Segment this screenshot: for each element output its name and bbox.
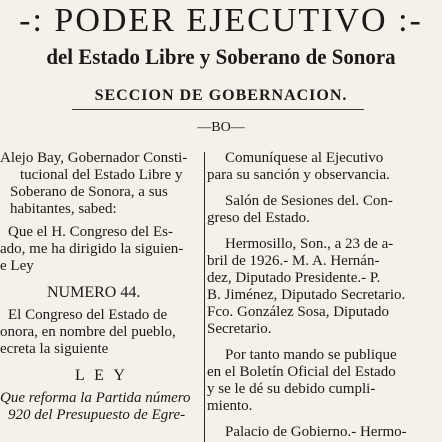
text-line: B. Jiménez, Diputado Secretario. [207,287,406,303]
bulletin-marker: —BO— [197,120,245,135]
text-line: greso del Estado. [207,210,310,226]
text-line: tucional del Estado Libre y [20,167,183,183]
text-line: para su sanción y observancia. [207,167,390,183]
text-line: El Congreso del Estado de [8,307,168,323]
text-line: Soberano de Sonora, a sus [10,184,168,200]
text-line: ecreta la siguiente [0,341,109,357]
text-line: habitantes, sabed: [10,201,117,217]
text-line: bril de 1926.- M. A. Hernán- [207,253,380,269]
text-line: en el Boletín Oficial del Estado [207,364,396,380]
page-subtitle: del Estado Libre y Soberano de Sonora [46,44,396,69]
text-line: y se le dé su debido cumpli- [207,381,376,397]
column-divider [204,152,205,442]
section-heading: SECCION DE GOBERNACION. [94,87,348,104]
right-column [207,150,419,441]
text-line: miento. [207,398,253,414]
text-line: Que reforma la Partida número [0,390,191,406]
section-divider [72,109,364,110]
text-line: Por tanto mando se publique [225,347,397,363]
text-line: dez, Diputado Presidente.- P. [207,270,381,286]
text-line: Salón de Sesiones del. Con- [225,193,393,209]
text-line: Alejo Bay, Gobernador Consti- [0,150,188,166]
text-line: onora, en nombre del pueblo, [0,324,176,340]
law-number: NUMERO 44. [47,284,141,301]
text-line: Secretario. [207,321,272,337]
text-line: Comuníquese al Ejecutivo [225,150,384,166]
text-line: Fco. González Sosa, Diputado [207,304,390,320]
text-line: Hermosillo, Son., a 23 de a- [225,236,394,252]
text-line: Que el H. Congreso del Es- [8,224,173,240]
left-column [0,150,200,424]
page-title: -: PODER EJECUTIVO :- [19,2,423,39]
text-line: 920 del Presupuesto de Egre- [8,407,186,423]
text-line: ado, me ha dirigido la siguien- [0,241,184,257]
text-line: e Ley [0,258,34,274]
text-line: Palacio de Gobierno.- Hermo- [225,424,407,440]
law-heading: L E Y [75,367,128,384]
